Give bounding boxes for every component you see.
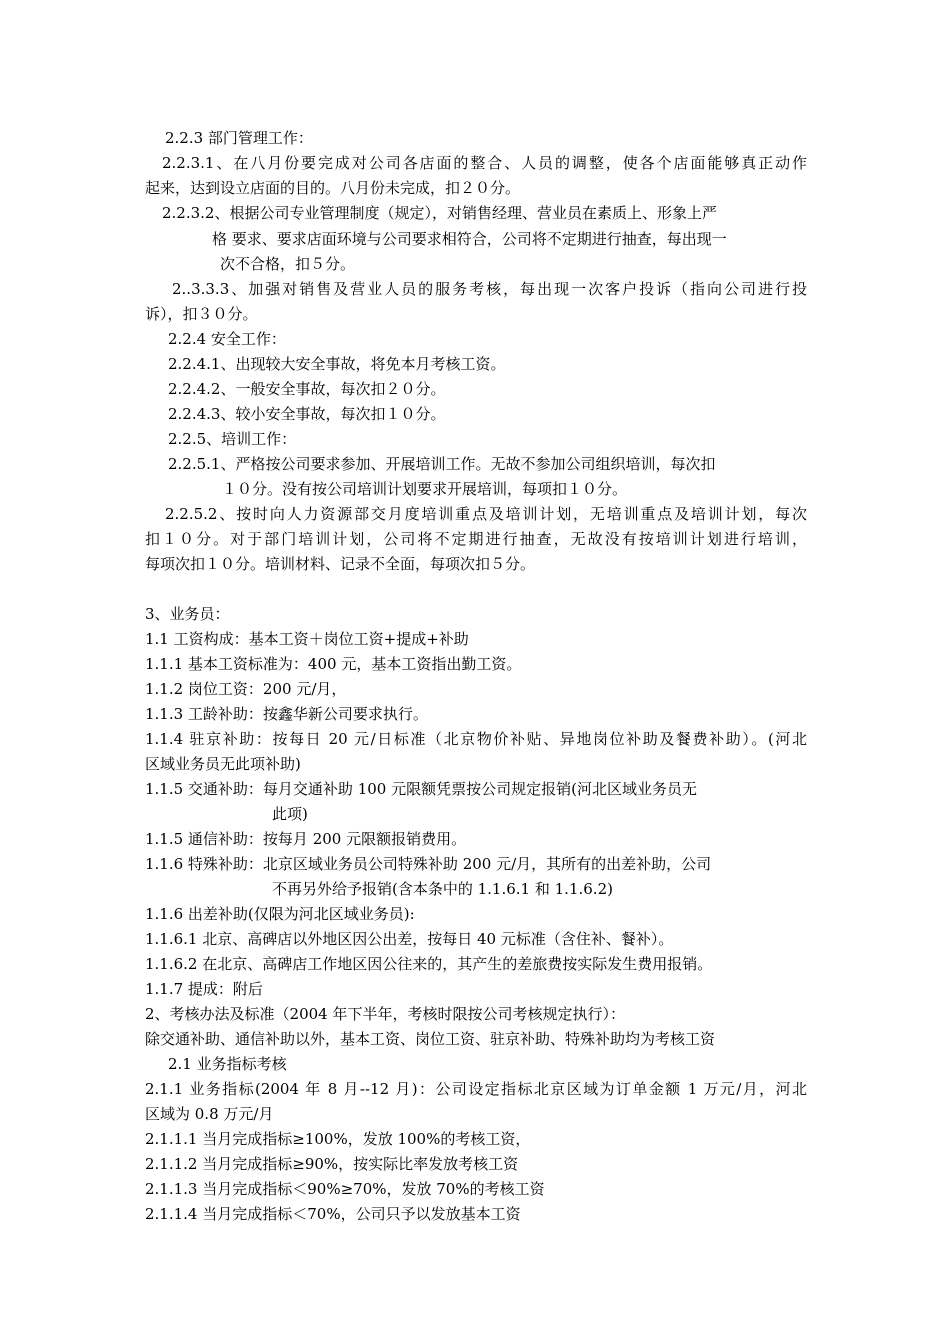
- paragraph-line: 不再另外给予报销(含本条中的 1.1.6.1 和 1.1.6.2): [272, 880, 613, 898]
- heading-section-2: 2、考核办法及标准（2004 年下半年，考核时限按公司考核规定执行）：: [145, 1005, 625, 1023]
- paragraph-line: 2..3.3.3、加强对销售及营业人员的服务考核，每出现一次客户投诉（指向公司进行投: [172, 280, 807, 298]
- heading-2-2-3: 2.2.3 部门管理工作：: [165, 129, 313, 147]
- paragraph-line: 2.2.5.2、按时向人力资源部交月度培训重点及培训计划，无培训重点及培训计划，每次: [165, 505, 807, 523]
- paragraph-line: 1.1.6 出差补助(仅限为河北区域业务员):: [145, 905, 415, 923]
- paragraph-line: 2.1.1 业务指标(2004 年 8 月--12 月)：公司设定指标北京区域为订单金额 1 万元/月，河北: [145, 1080, 807, 1098]
- paragraph-line: 2.2.4.3、较小安全事故，每次扣１０分。: [168, 405, 446, 423]
- paragraph-line: 诉），扣３０分。: [145, 305, 258, 323]
- heading-2-1: 2.1 业务指标考核: [168, 1055, 287, 1073]
- paragraph-line: 每项次扣１０分。培训材料、记录不全面，每项次扣５分。: [145, 555, 536, 573]
- paragraph-line: 扣１０分。对于部门培训计划，公司将不定期进行抽查，无故没有按培训计划进行培训，: [145, 530, 807, 548]
- paragraph-line: 2.1.1.1 当月完成指标≥100%，发放 100%的考核工资，: [145, 1130, 531, 1148]
- paragraph-line: 1.1.7 提成：附后: [145, 980, 263, 998]
- paragraph-line: 1.1.4 驻京补助：按每日 20 元/日标准（北京物价补贴、异地岗位补助及餐费补助）。(河北: [145, 730, 807, 748]
- paragraph-line: 1.1.6.2 在北京、高碑店工作地区因公往来的，其产生的差旅费按实际发生费用报销。: [145, 955, 713, 973]
- paragraph-line: 区域业务员无此项补助): [145, 755, 301, 773]
- paragraph-line: 此项): [272, 805, 308, 823]
- paragraph-line: 起来，达到设立店面的目的。八月份未完成，扣２０分。: [145, 179, 521, 197]
- paragraph-line: 2.2.3.2、根据公司专业管理制度（规定），对销售经理、营业员在素质上、形象上严: [162, 204, 717, 222]
- paragraph-line: 2.2.4.1、出现较大安全事故，将免本月考核工资。: [168, 355, 506, 373]
- paragraph-line: １０分。没有按公司培训计划要求开展培训，每项扣１０分。: [222, 480, 628, 498]
- paragraph-line: 2.2.4.2、一般安全事故，每次扣２０分。: [168, 380, 446, 398]
- paragraph-line: 2.1.1.3 当月完成指标＜90%≥70%，发放 70%的考核工资: [145, 1180, 545, 1198]
- paragraph-line: 2.1.1.4 当月完成指标＜70%，公司只予以发放基本工资: [145, 1205, 521, 1223]
- paragraph-line: 1.1.3 工龄补助：按鑫华新公司要求执行。: [145, 705, 428, 723]
- paragraph-line: 1.1.6.1 北京、高碑店以外地区因公出差，按每日 40 元标准（含住补、餐补）。: [145, 930, 674, 948]
- paragraph-line: 1.1.2 岗位工资：200 元/月，: [145, 680, 347, 698]
- paragraph-line: 区域为 0.8 万元/月: [145, 1105, 274, 1123]
- paragraph-line: 1.1 工资构成：基本工资＋岗位工资+提成+补助: [145, 630, 469, 648]
- paragraph-line: 1.1.5 通信补助：按每月 200 元限额报销费用。: [145, 830, 467, 848]
- heading-2-2-5: 2.2.5、培训工作：: [168, 430, 297, 448]
- paragraph-line: 1.1.1 基本工资标准为：400 元，基本工资指出勤工资。: [145, 655, 522, 673]
- paragraph-line: 2.2.5.1、严格按公司要求参加、开展培训工作。无故不参加公司组织培训，每次扣: [168, 455, 716, 473]
- paragraph-line: 2.2.3.1、在八月份要完成对公司各店面的整合、人员的调整，使各个店面能够真正动作: [162, 154, 807, 172]
- paragraph-line: 2.1.1.2 当月完成指标≥90%，按实际比率发放考核工资: [145, 1155, 519, 1173]
- heading-section-3: 3、业务员：: [145, 605, 230, 623]
- paragraph-line: 格 要求、要求店面环境与公司要求相符合，公司将不定期进行抽查，每出现一: [212, 230, 727, 248]
- paragraph-line: 1.1.5 交通补助：每月交通补助 100 元限额凭票按公司规定报销(河北区域业务员无: [145, 780, 697, 798]
- heading-2-2-4: 2.2.4 安全工作：: [168, 330, 286, 348]
- paragraph-line: 除交通补助、通信补助以外，基本工资、岗位工资、驻京补助、特殊补助均为考核工资: [145, 1030, 716, 1048]
- paragraph-line: 1.1.6 特殊补助：北京区域业务员公司特殊补助 200 元/月，其所有的出差补助，公司: [145, 855, 712, 873]
- paragraph-line: 次不合格，扣５分。: [220, 255, 356, 273]
